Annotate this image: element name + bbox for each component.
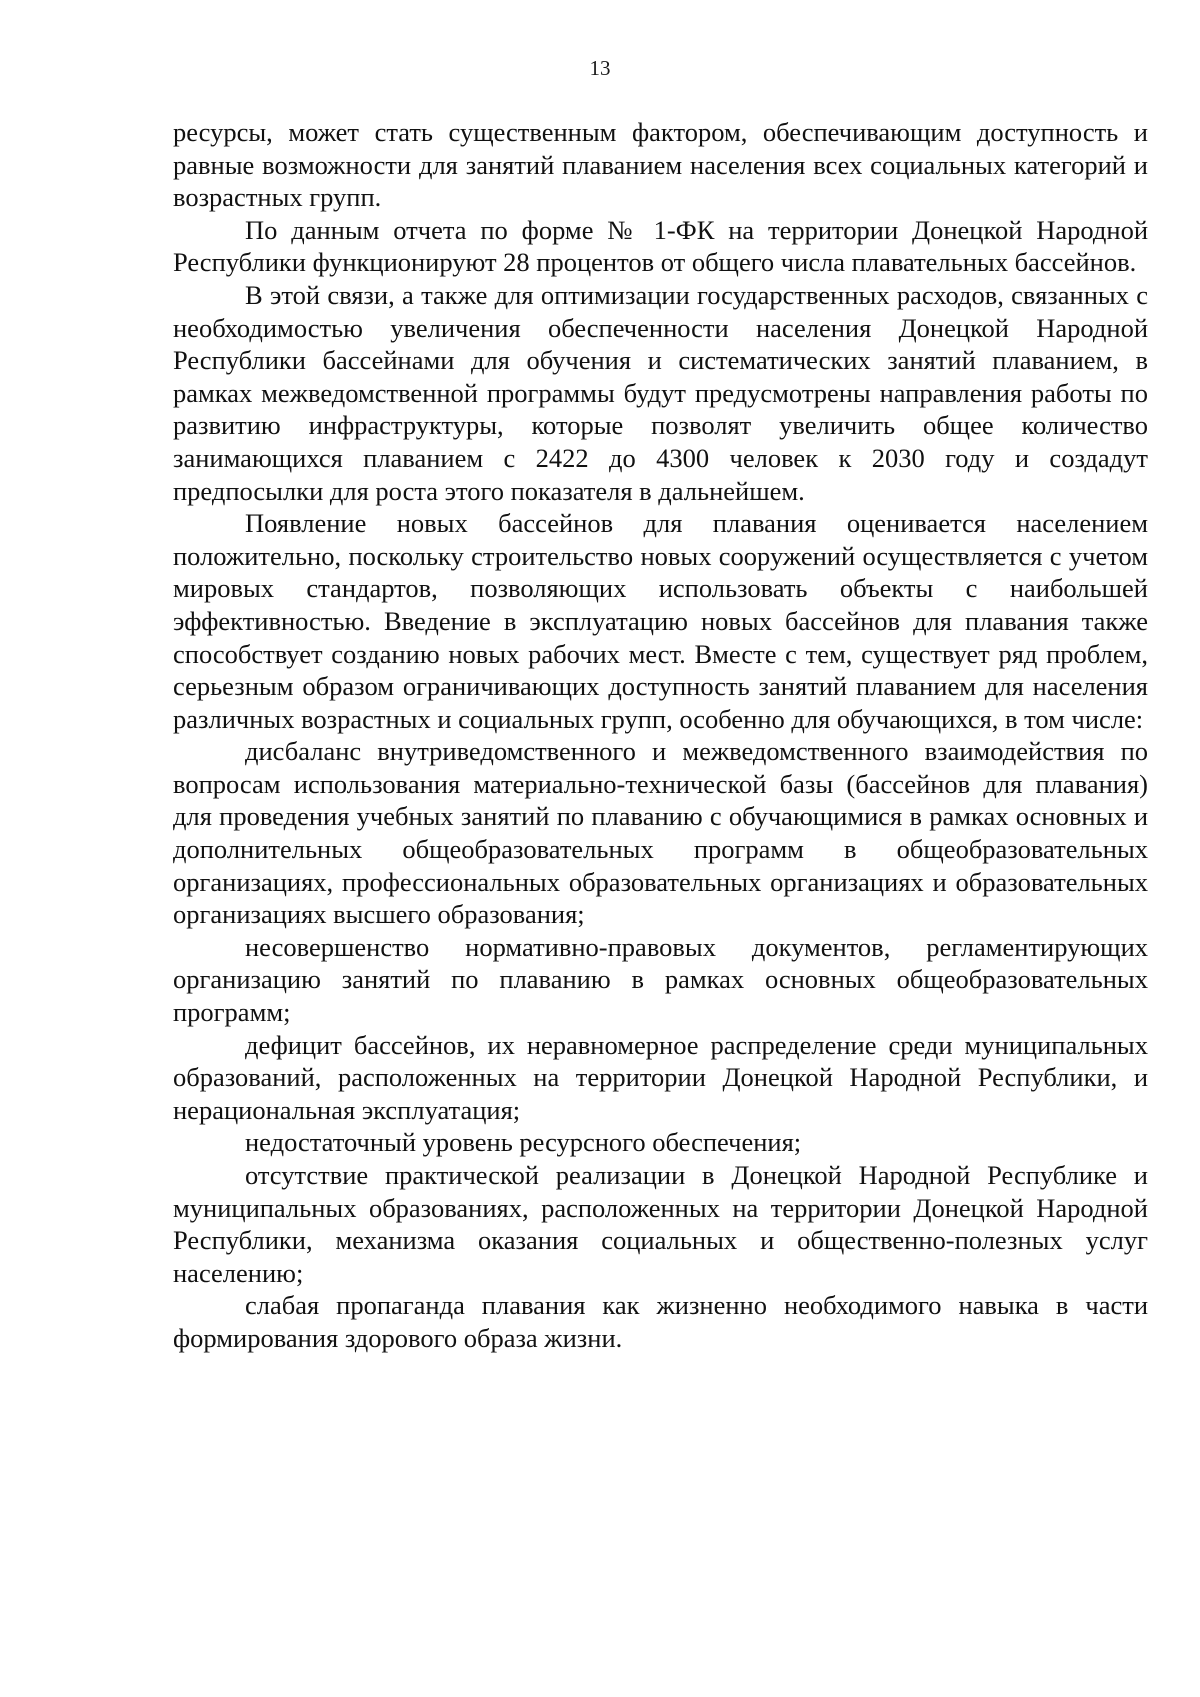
list-item-paragraph: дисбаланс внутриведомственного и межведомственного взаимодействия по вопросам использования материально-технической базы (бассейнов для плавания) для проведения учебных занятий по плаванию с обучающимися в рамках основных и дополнительных общеобразовательных программ в общеобразовательных организациях, профессиональных образовательных организациях и образовательных организациях высшего образования;	[173, 736, 1148, 930]
paragraph: В этой связи, а также для оптимизации государственных расходов, связанных с необходимостью увеличения обеспеченности населения Донецкой Народной Республики бассейнами для обучения и систематических занятий плаванием, в рамках межведомственной программы будут предусмотрены направления работы по развитию инфраструктуры, которые позволят увеличить общее количество занимающихся плаванием с 2422 до 4300 человек к 2030 году и создадут предпосылки для роста этого показателя в дальнейшем.	[173, 279, 1148, 506]
paragraph: По данным отчета по форме № 1-ФК на территории Донецкой Народной Республики функционируют 28 процентов от общего числа плавательных бассейнов.	[173, 214, 1148, 278]
page-number: 13	[589, 56, 611, 80]
paragraph-continued: ресурсы, может стать существенным фактором, обеспечивающим доступность и равные возможности для занятий плаванием населения всех социальных категорий и возрастных групп.	[173, 117, 1148, 213]
list-item-paragraph: несовершенство нормативно-правовых документов, регламентирующих организацию занятий по плаванию в рамках основных общеобразовательных программ;	[173, 931, 1148, 1028]
list-item-paragraph: недостаточный уровень ресурсного обеспечения;	[245, 1127, 802, 1158]
list-item-paragraph: отсутствие практической реализации в Донецкой Народной Республике и муниципальных образованиях, расположенных на территории Донецкой Народной Республики, механизма оказания социальных и общественно-полезных услуг населению;	[173, 1160, 1148, 1288]
list-item-paragraph: слабая пропаганда плавания как жизненно необходимого навыка в части формирования здорового образа жизни.	[173, 1290, 1148, 1353]
document-body	[173, 116, 1148, 1355]
paragraph: Появление новых бассейнов для плавания оценивается населением положительно, поскольку строительство новых сооружений осуществляется с учетом мировых стандартов, позволяющих использовать объекты с наибольшей эффективностью. Введение в эксплуатацию новых бассейнов для плавания также способствует созданию новых рабочих мест. Вместе с тем, существует ряд проблем, серьезным образом ограничивающих доступность занятий плаванием для населения различных возрастных и социальных групп, особенно для обучающихся, в том числе:	[173, 508, 1148, 734]
list-item-paragraph: дефицит бассейнов, их неравномерное распределение среди муниципальных образований, расположенных на территории Донецкой Народной Республики, и нерациональная эксплуатация;	[173, 1029, 1148, 1125]
